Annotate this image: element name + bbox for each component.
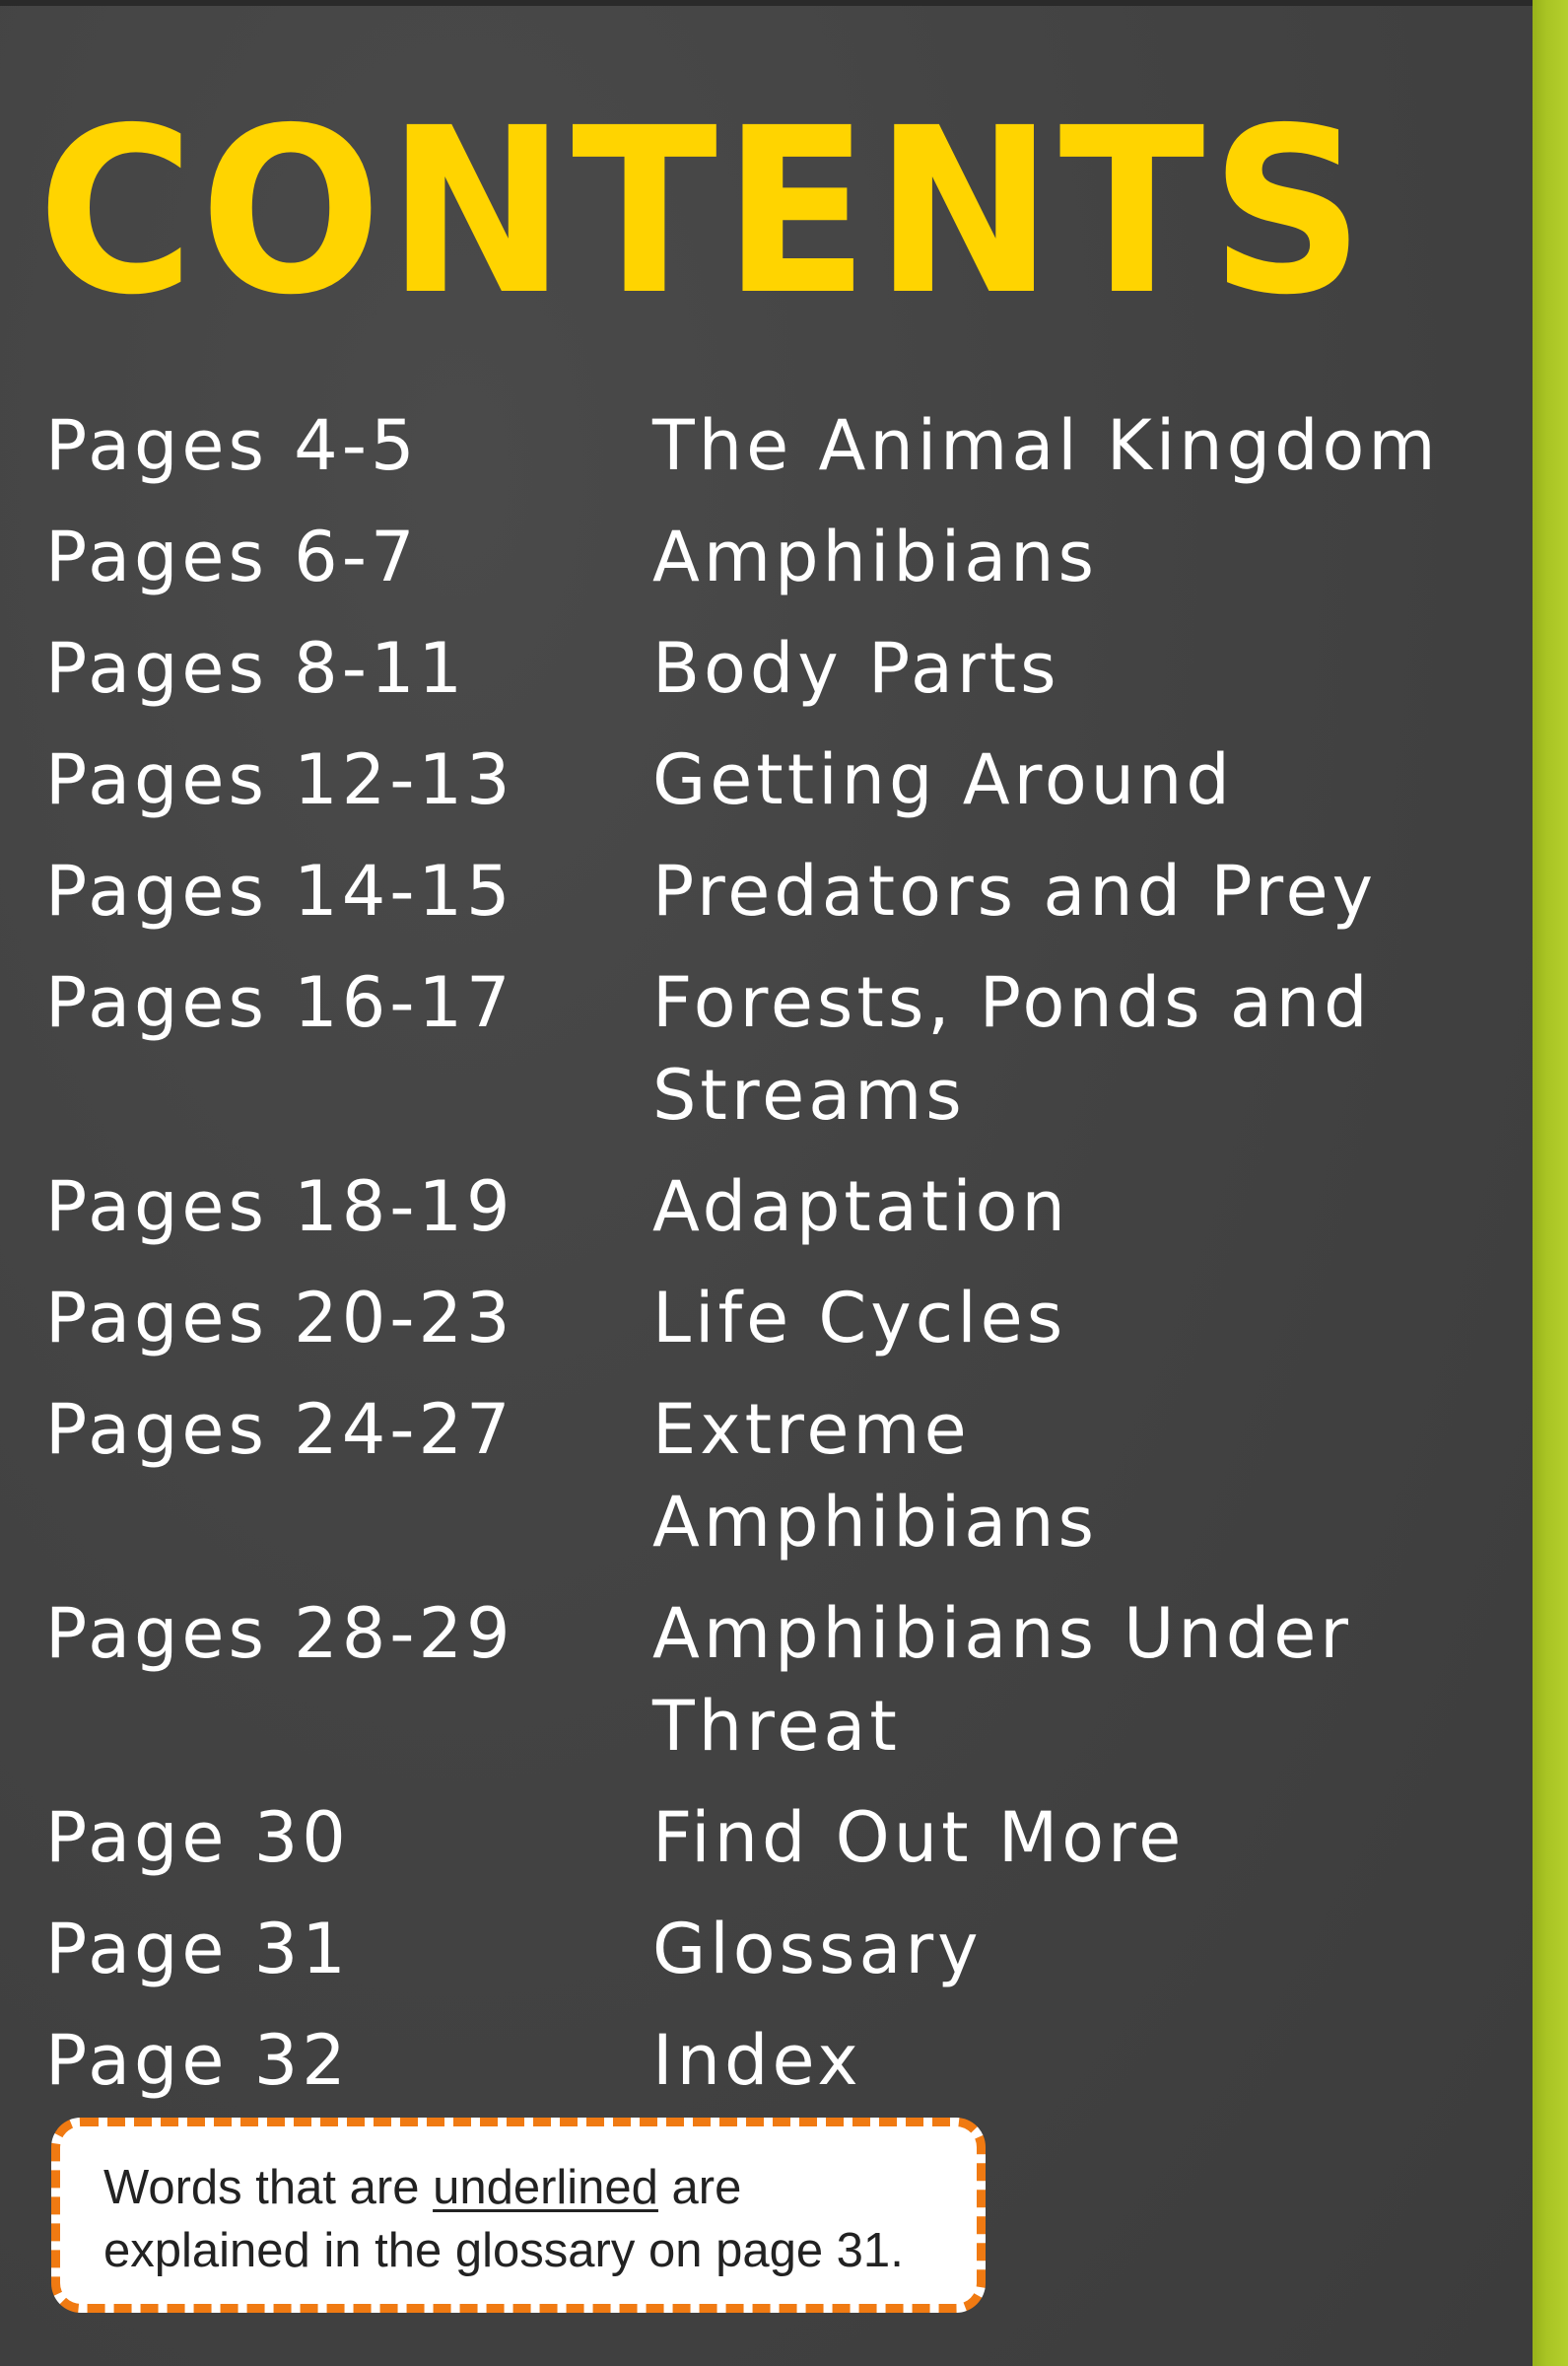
entry-title: Adaptation (652, 1166, 1069, 1247)
entry-title: Life Cycles (652, 1278, 1067, 1358)
contents-entry[interactable] (45, 622, 1465, 715)
contents-entry[interactable] (45, 1587, 1465, 1773)
contents-entry[interactable] (45, 733, 1465, 826)
entry-title: Index (652, 2020, 862, 2101)
entry-pages: Page 30 (45, 1797, 350, 1878)
entry-pages: Pages 6-7 (45, 517, 419, 597)
entry-pages: Pages 20-23 (45, 1278, 514, 1358)
entry-pages: Pages 16-17 (45, 962, 514, 1043)
entry-pages: Page 31 (45, 1909, 350, 1989)
entry-pages: Pages 14-15 (45, 851, 514, 932)
page-title: CONTENTS (37, 79, 1370, 345)
contents-entry[interactable] (45, 845, 1465, 938)
entry-title: Forests, Ponds and Streams (652, 962, 1372, 1136)
entry-pages: Pages 12-13 (45, 739, 514, 820)
contents-entry[interactable] (45, 1272, 1465, 1364)
contents-entry[interactable] (45, 956, 1465, 1142)
entry-pages: Pages 8-11 (45, 628, 467, 709)
note-text-after: are explained in the glossary on page 31. (103, 2161, 904, 2277)
entry-pages: Pages 24-27 (45, 1389, 514, 1470)
contents-entry[interactable] (45, 1791, 1465, 1884)
entry-pages: Pages 18-19 (45, 1166, 514, 1247)
glossary-note-box (51, 2118, 986, 2313)
entry-title: Predators and Prey (652, 851, 1378, 932)
contents-entry[interactable] (45, 2014, 1465, 2107)
contents-entry[interactable] (45, 399, 1465, 492)
green-side-strip (1533, 0, 1568, 2366)
underlined-word: underlined (433, 2161, 658, 2214)
entry-title: Amphibians (652, 517, 1098, 597)
entry-pages: Page 32 (45, 2020, 350, 2101)
entry-title: Glossary (652, 1909, 983, 1989)
entry-title: Amphibians Under Threat (652, 1593, 1353, 1767)
entry-title: Find Out More (652, 1797, 1186, 1878)
contents-entry[interactable] (45, 1160, 1465, 1253)
entry-title: Body Parts (652, 628, 1060, 709)
contents-entry[interactable] (45, 1903, 1465, 1995)
contents-entry[interactable] (45, 511, 1465, 603)
contents-list (45, 399, 1465, 2125)
contents-entry[interactable] (45, 1383, 1465, 1568)
entry-title: Getting Around (652, 739, 1234, 820)
note-text-before: Words that are (103, 2161, 434, 2214)
entry-pages: Pages 4-5 (45, 405, 419, 486)
entry-title: The Animal Kingdom (652, 405, 1440, 486)
entry-title: Extreme Amphibians (652, 1389, 1098, 1563)
entry-pages: Pages 28-29 (45, 1593, 514, 1674)
top-edge (0, 0, 1533, 6)
